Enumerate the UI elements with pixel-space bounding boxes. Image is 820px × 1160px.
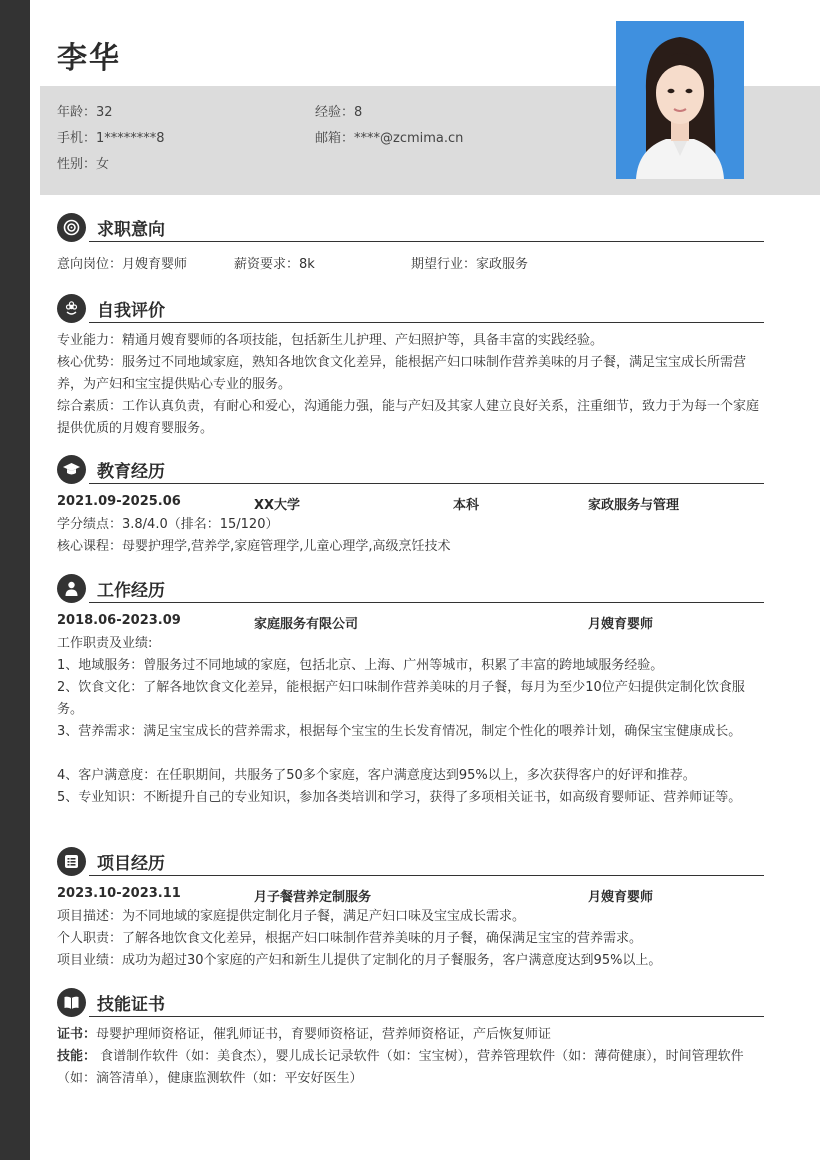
intent-salary: 薪资要求：8k xyxy=(234,257,315,272)
self-line-2: 核心优势：服务过不同地域家庭，熟知各地饮食文化差异，能根据产妇口味制作营养美味的月子餐，满足宝宝成长所需营养，为产妇和宝宝提供贴心专业的服务。 xyxy=(57,355,747,392)
section-divider xyxy=(89,602,764,603)
intent-industry: 期望行业：家政服务 xyxy=(411,257,529,272)
target-icon xyxy=(57,213,86,242)
education-courses: 核心课程：母婴护理学,营养学,家庭管理学,儿童心理学,高级烹饪技术 xyxy=(57,539,451,554)
section-title: 工作经历 xyxy=(97,581,165,601)
cert-label: 证书： xyxy=(57,1027,97,1042)
section-divider xyxy=(89,322,764,323)
experience: 经验：8 xyxy=(315,105,363,120)
section-self-header xyxy=(57,294,764,326)
education-major: 家政服务与管理 xyxy=(588,498,680,513)
person-icon xyxy=(57,574,86,603)
section-skills-header xyxy=(57,988,764,1020)
intent-position: 意向岗位：月嫂育婴师 xyxy=(57,257,188,272)
work-item-3: 3、营养需求：满足宝宝成长的营养需求，根据每个宝宝的生长发育情况，制定个性化的喂养计划，确保宝宝健康成长。 xyxy=(57,724,742,739)
project-period: 2023.10-2023.11 xyxy=(57,886,181,901)
cert-text: 母婴护理师资格证，催乳师证书，育婴师资格证，营养师资格证，产后恢复师证 xyxy=(96,1027,552,1042)
portrait-illustration xyxy=(616,21,744,179)
section-title: 项目经历 xyxy=(97,854,165,874)
education-gpa: 学分绩点：3.8/4.0（排名：15/120） xyxy=(57,517,279,532)
phone: 手机：1********8 xyxy=(57,131,165,146)
section-divider xyxy=(89,241,764,242)
skills-software xyxy=(57,1046,764,1090)
section-work-header xyxy=(57,574,764,606)
gender: 性别：女 xyxy=(57,157,110,172)
graduation-cap-icon xyxy=(57,455,86,484)
project-name: 月子餐营养定制服务 xyxy=(254,890,372,905)
list-icon xyxy=(57,847,86,876)
skill-text: 食谱制作软件（如：美食杰），婴儿成长记录软件（如：宝宝树），营养管理软件（如：薄荷健康），时间管理软件（如：滴答清单），健康监测软件（如：平安好医生） xyxy=(57,1049,744,1086)
project-line-2: 个人职责：了解各地饮食文化差异，根据产妇口味制作营养美味的月子餐，确保满足宝宝的营养需求。 xyxy=(57,931,643,946)
section-title: 技能证书 xyxy=(97,995,165,1015)
skill-label: 技能： xyxy=(57,1049,97,1064)
work-period: 2018.06-2023.09 xyxy=(57,613,181,628)
education-period: 2021.09-2025.06 xyxy=(57,494,181,509)
work-company: 家庭服务有限公司 xyxy=(254,617,359,632)
project-line-3: 项目业绩：成功为超过30个家庭的产妇和新生儿提供了定制化的月子餐服务，客户满意度达到95%以上。 xyxy=(57,953,662,968)
skills-certificates xyxy=(57,1024,764,1046)
project-role: 月嫂育婴师 xyxy=(588,890,654,905)
flower-icon xyxy=(57,294,86,323)
self-line-3: 综合素质：工作认真负责，有耐心和爱心，沟通能力强，能与产妇及其家人建立良好关系，注重细节，致力于为每一个家庭提供优质的月嫂育婴服务。 xyxy=(57,399,760,436)
work-item-2: 2、饮食文化：了解各地饮食文化差异，能根据产妇口味制作营养美味的月子餐，每月为至少10位产妇提供定制化饮食服务。 xyxy=(57,680,745,717)
work-intro: 工作职责及业绩: xyxy=(57,636,153,651)
work-item-5: 5、专业知识：不断提升自己的专业知识，参加各类培训和学习，获得了多项相关证书，如高级育婴师证、营养师证等。 xyxy=(57,790,742,805)
work-item-1: 1、地域服务：曾服务过不同地域的家庭，包括北京、上海、广州等城市，积累了丰富的跨地域服务经验。 xyxy=(57,658,664,673)
section-project-header xyxy=(57,847,764,879)
section-divider xyxy=(89,1016,764,1017)
project-line-1: 项目描述：为不同地域的家庭提供定制化月子餐，满足产妇口味及宝宝成长需求。 xyxy=(57,909,526,924)
section-divider xyxy=(89,483,764,484)
work-item-4: 4、客户满意度：在任职期间，共服务了50多个家庭，客户满意度达到95%以上，多次获得客户的好评和推荐。 xyxy=(57,768,696,783)
profile-photo xyxy=(616,21,744,179)
section-education-header xyxy=(57,455,764,487)
candidate-name: 李华 xyxy=(57,41,121,76)
work-role: 月嫂育婴师 xyxy=(588,617,654,632)
self-line-1: 专业能力：精通月嫂育婴师的各项技能，包括新生儿护理、产妇照护等，具备丰富的实践经验。 xyxy=(57,333,604,348)
section-title: 求职意向 xyxy=(97,220,165,240)
section-title: 教育经历 xyxy=(97,462,165,482)
section-intent-header xyxy=(57,213,764,245)
left-sidebar-bar xyxy=(0,0,30,1160)
book-icon xyxy=(57,988,86,1017)
age: 年龄：32 xyxy=(57,105,113,120)
education-school: XX大学 xyxy=(254,498,301,513)
email: 邮箱：****@zcmima.cn xyxy=(315,131,464,146)
section-title: 自我评价 xyxy=(97,301,165,321)
section-divider xyxy=(89,875,764,876)
education-degree: 本科 xyxy=(453,498,480,513)
